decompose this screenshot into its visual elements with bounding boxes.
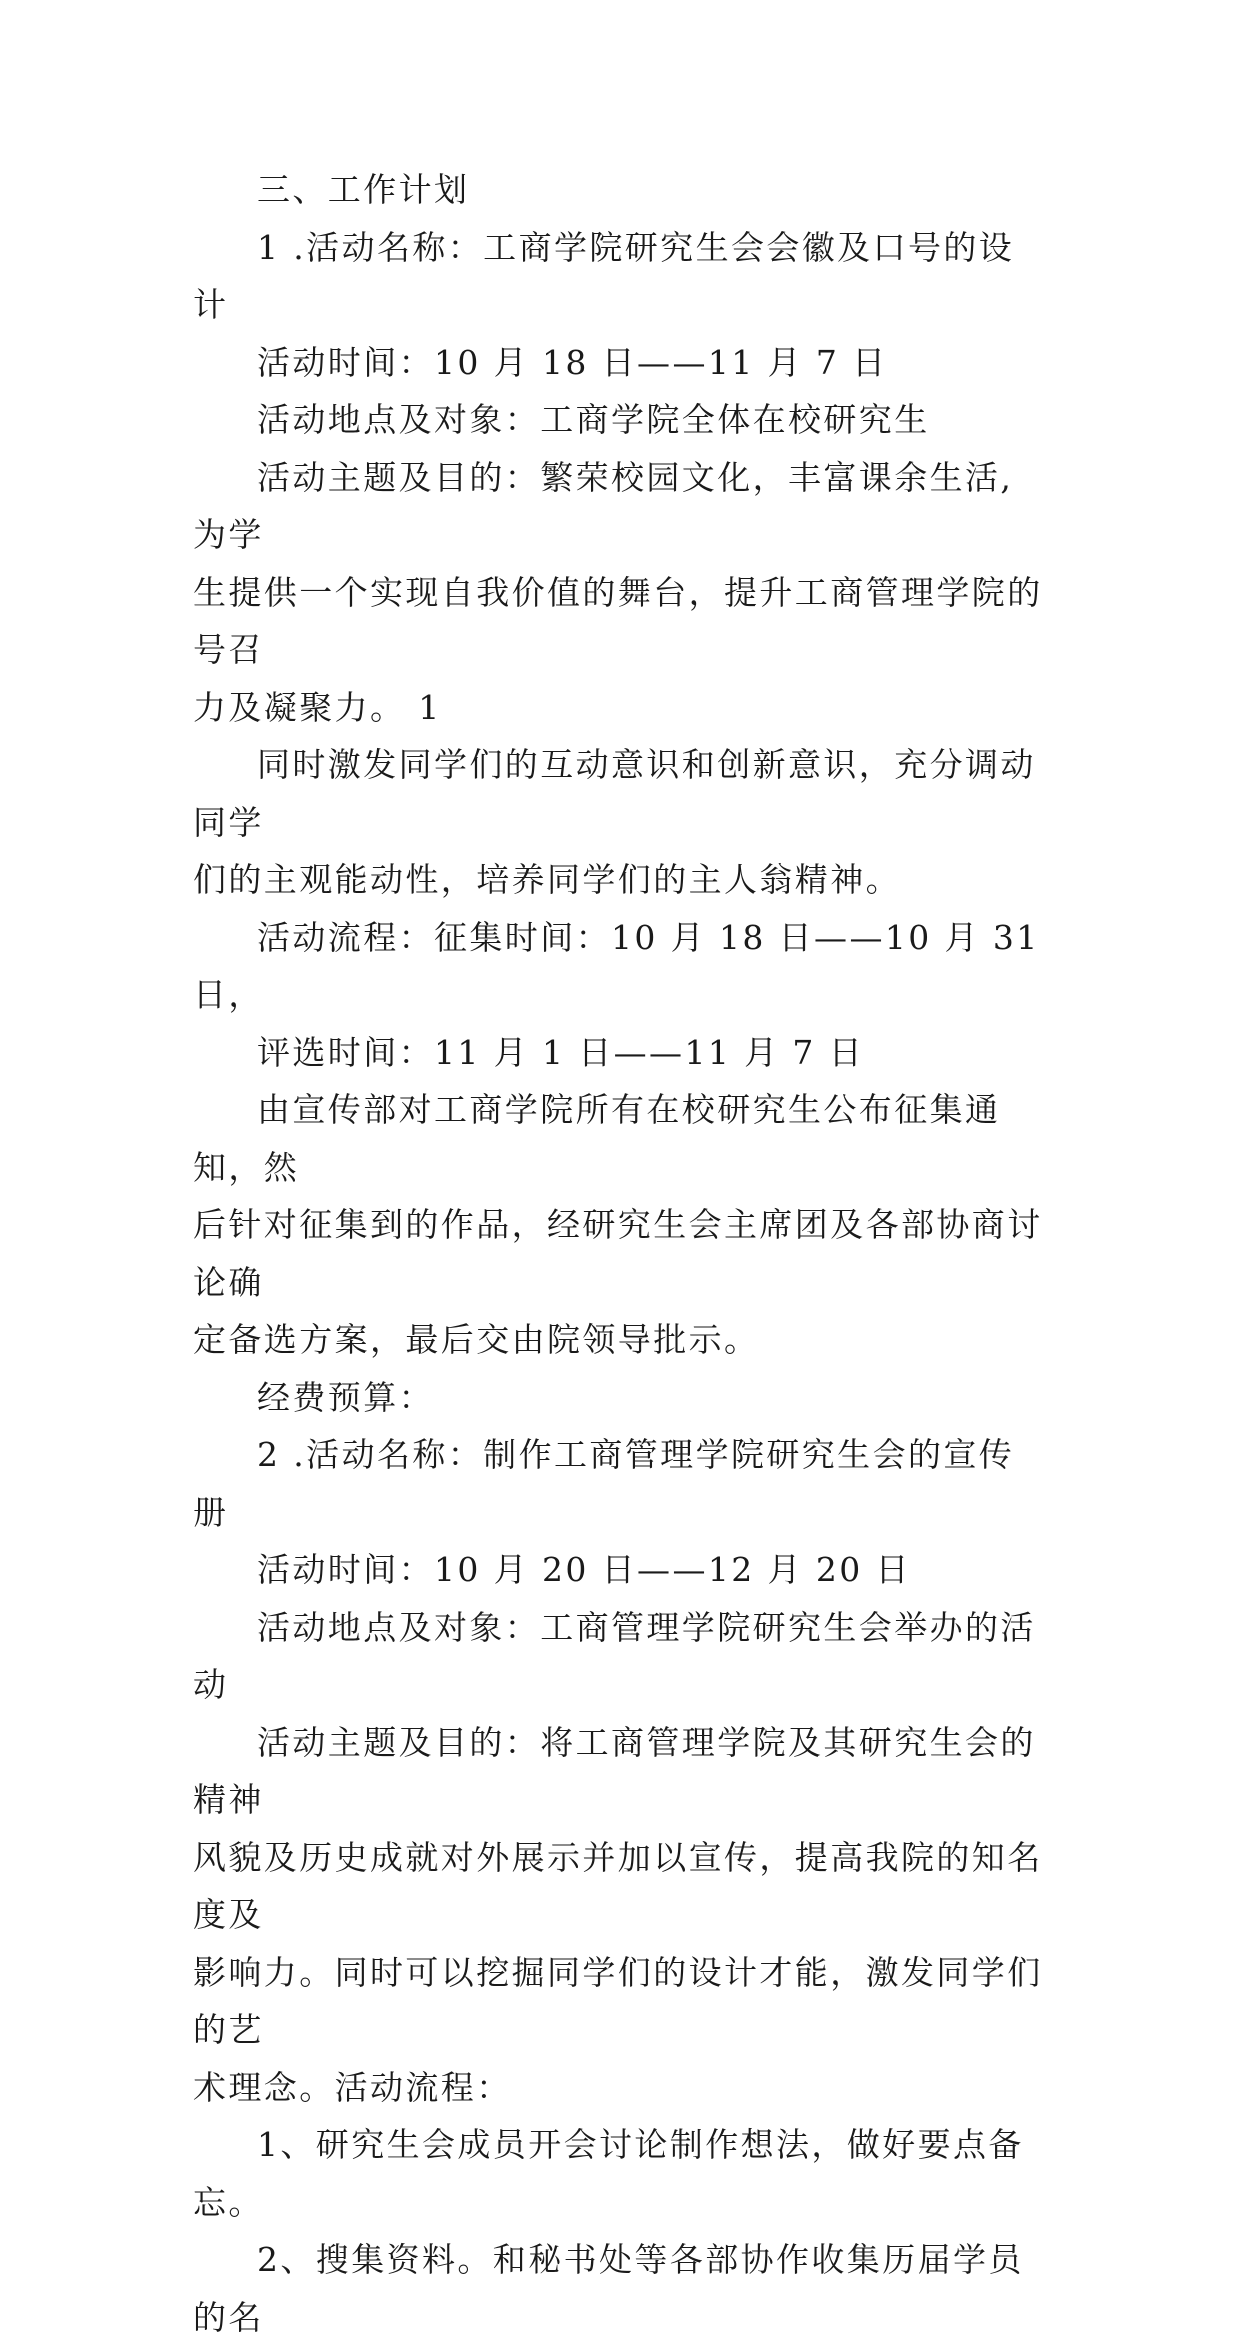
paragraph-line: 评选时间：11 月 1 日——11 月 7 日 [257, 1032, 865, 1072]
paragraph-line: 活动时间：10 月 20 日——12 月 20 日 [257, 1550, 911, 1589]
paragraph-line: 活动主题及目的：繁荣校园文化，丰富课余生活,为学 [193, 457, 1014, 554]
paragraph-line: 活动流程：征集时间：10 月 18 日——10 月 31 日， [193, 917, 1053, 1014]
paragraph-line: 由宣传部对工商学院所有在校研究生公布征集通知，然 [193, 1090, 1001, 1187]
paragraph-line: 活动时间：10 月 18 日——11 月 7 日 [257, 342, 888, 382]
paragraph-line: 活动主题及目的：将工商管理学院及其研究生会的精神 [193, 1722, 1036, 1819]
paragraph-line: 经费预算： [257, 1377, 434, 1417]
paragraph-continuation-line: 术理念。活动流程： [193, 2067, 512, 2107]
paragraph-line: 2、搜集资料。和秘书处等各部协作收集历届学员的名 [193, 2240, 1024, 2337]
paragraph-line: 三、工作计划 [257, 170, 470, 209]
paragraph-continuation-line: 后针对征集到的作品，经研究生会主席团及各部协商讨论确 [193, 1205, 1043, 1302]
paragraph-line: 1、研究生会成员开会讨论制作想法，做好要点备忘。 [193, 2125, 1024, 2222]
paragraph-continuation-line: 生提供一个实现自我价值的舞台，提升工商管理学院的号召 [193, 572, 1043, 669]
paragraph-line: 1 .活动名称：工商学院研究生会会徽及口号的设计 [193, 227, 1015, 324]
paragraph-continuation-line: 们的主观能动性，培养同学们的主人翁精神。 [193, 860, 901, 899]
paragraph-line: 2 .活动名称：制作工商管理学院研究生会的宣传册 [193, 1435, 1015, 1532]
paragraph-continuation-line: 力及凝聚力。 1 [193, 687, 442, 727]
paragraph-continuation-line: 定备选方案，最后交由院领导批示。 [193, 1320, 760, 1359]
paragraph-line: 活动地点及对象：工商学院全体在校研究生 [257, 400, 930, 439]
paragraph-continuation-line: 影响力。同时可以挖掘同学们的设计才能，激发同学们的艺 [193, 1952, 1043, 2049]
document-body [193, 161, 1053, 2346]
paragraph-line: 同时激发同学们的互动意识和创新意识，充分调动同学 [193, 745, 1036, 842]
paragraph-continuation-line: 风貌及历史成就对外展示并加以宣传，提高我院的知名度及 [193, 1837, 1043, 1934]
paragraph-line: 活动地点及对象：工商管理学院研究生会举办的活动 [193, 1607, 1036, 1704]
